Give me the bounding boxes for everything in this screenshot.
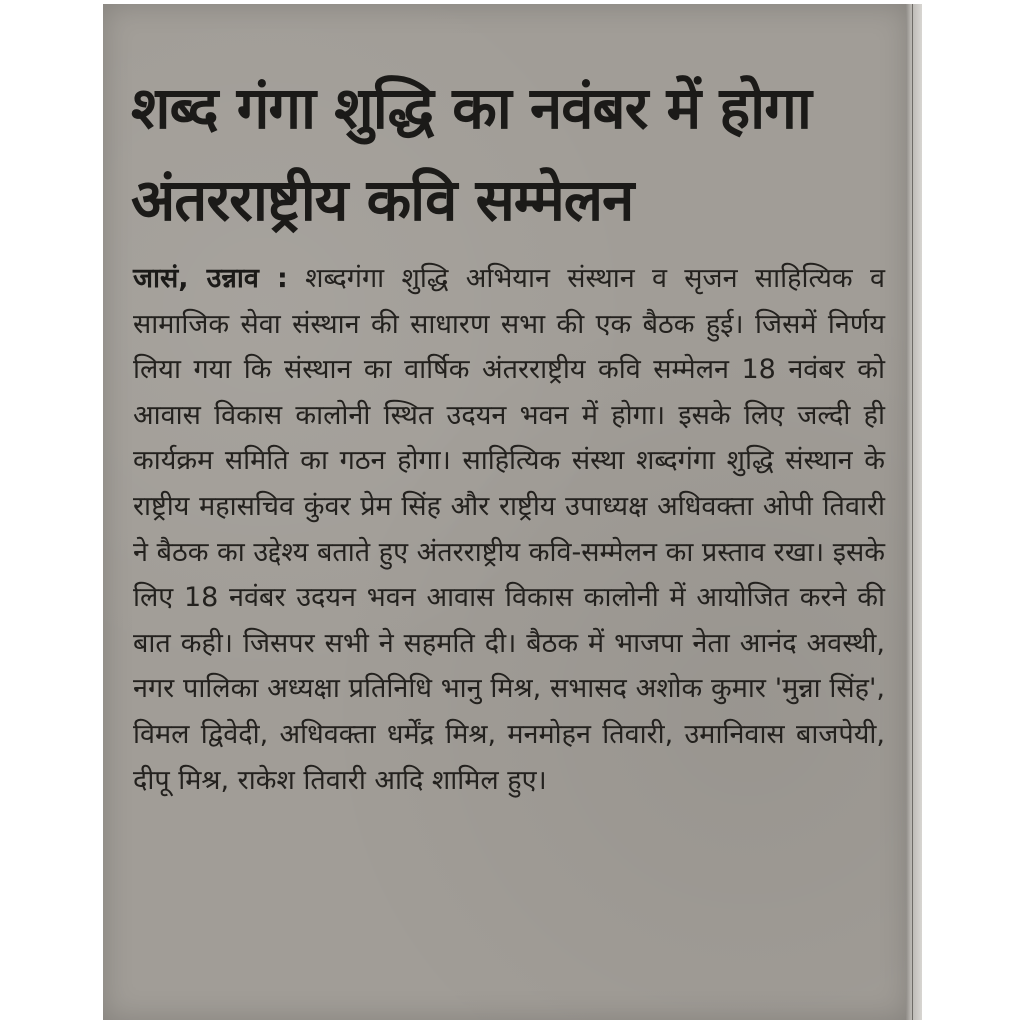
page-edge-line: [912, 4, 913, 1020]
newspaper-clipping: [103, 4, 909, 1020]
article-body-paragraph: [133, 256, 885, 803]
article-dateline: जासं, उन्नाव :: [133, 263, 288, 294]
page-edge: [906, 4, 922, 1020]
article-body: शब्दगंगा शुद्धि अभियान संस्थान व सृजन साहित्यिक व सामाजिक सेवा संस्थान की साधारण सभा की एक बैठक हुई। जिसमें निर्णय लिया गया कि संस्थान का वार्षिक अंतरराष्ट्रीय कवि सम्मेलन 18 नवंबर को आवास विकास कालोनी स्थित उदयन भवन में होगा। इसके लिए जल्दी ही कार्यक्रम समिति का गठन होगा। साहित्यिक संस्था शब्दगंगा शुद्धि संस्थान के राष्ट्रीय महासचिव कुंवर प्रेम सिंह और राष्ट्रीय उपाध्यक्ष अधिवक्ता ओपी तिवारी ने बैठक का उद्देश्य बताते हुए अंतरराष्ट्रीय कवि-सम्मेलन का प्रस्ताव रखा। इसके लिए 18 नवंबर उदयन भवन आवास विकास कालोनी में आयोजित करने की बात कही। जिसपर सभी ने सहमति दी। बैठक में भाजपा नेता आनंद अवस्थी, नगर पालिका अध्यक्षा प्रतिनिधि भानु मिश्र, सभासद अशोक कुमार 'मुन्ना सिंह', विमल द्विवेदी, अधिवक्ता धर्मेंद्र मिश्र, मनमोहन तिवारी, उमानिवास बाजपेयी, दीपू मिश्र, राकेश तिवारी आदि शामिल हुए।: [133, 263, 885, 796]
article-headline: शब्द गंगा शुद्धि का नवंबर में होगा अंतरराष्ट्रीय कवि सम्मेलन: [131, 74, 811, 234]
